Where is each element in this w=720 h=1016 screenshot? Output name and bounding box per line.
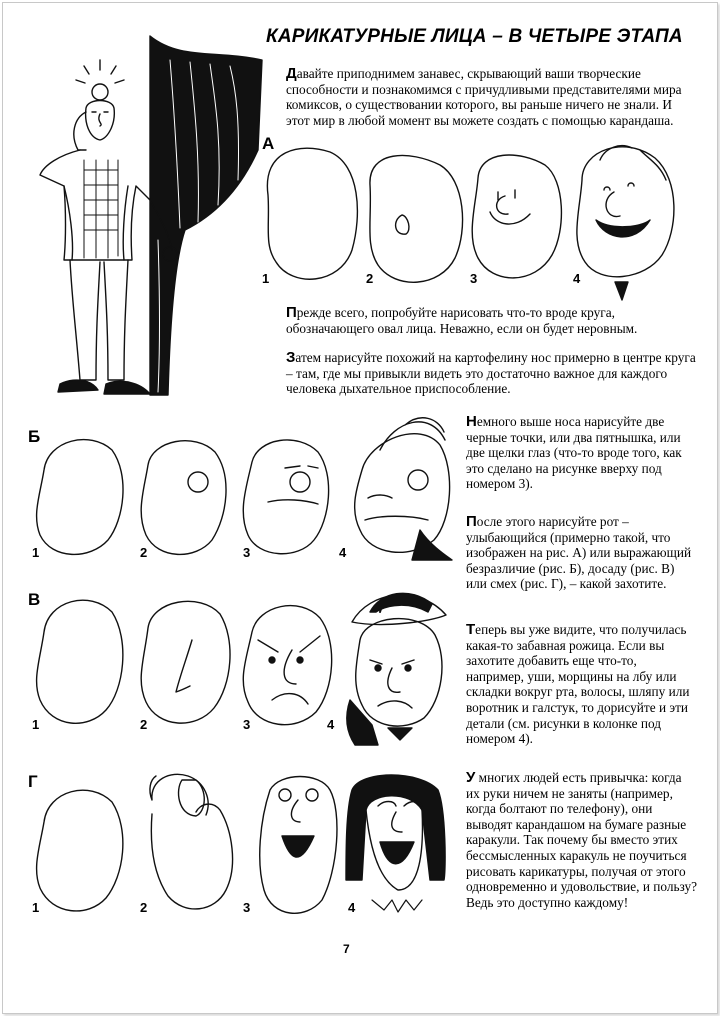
habit-paragraph: У многих людей есть привычка: когда их руки ничем не заняты (например, когда болтают по телефону), они выводят карандашом на бумаге разные каракули. Так почему бы вместо этих бессмысленных каракуль не поучиться рисовать карикатуры, получая от этого одновременно и удовольствие, и пользу? Ведь это доступно каждому! [466,769,698,910]
step-number: 2 [366,271,374,286]
step2-paragraph: Затем нарисуйте похожий на картофелину нос примерно в центре круга – там, где мы привыкли видеть это достаточно важное для каждого человека дыхательное приспособление. [286,349,696,397]
row-label-v: В [28,590,41,609]
step-number: 3 [243,900,251,915]
step-number: 3 [470,271,478,286]
intro-paragraph: Давайте приподнимем занавес, скрывающий ваши творческие способности и познакомимся с причудливыми представителями мира комиксов, о существовании которого, вы раньше ничего не знали. И этот мир в любой момент вы можете создать с помощью карандаша. [286,65,682,128]
face-row-g [37,774,446,913]
step-number: 4 [348,900,356,915]
step-number: 1 [262,271,270,286]
step-number: 4 [327,717,335,732]
row-label-g: Г [28,772,38,791]
step-number: 2 [140,900,148,915]
step-number: 4 [339,545,347,560]
step1-paragraph: Прежде всего, попробуйте нарисовать что-то вроде круга, обозначающего овал лица. Неважно, если он будет неровным. [286,304,638,336]
row-label-a: А [262,134,275,153]
step-number: 3 [243,717,251,732]
row-label-b: Б [28,427,41,446]
step-number: 2 [140,545,148,560]
step-number: 1 [32,717,40,732]
page-title: КАРИКАТУРНЫЕ ЛИЦА – В ЧЕТЫРЕ ЭТАПА [266,26,683,47]
face-row-v [37,593,446,745]
step-number: 1 [32,900,40,915]
face-row-b [37,418,452,560]
step-number: 1 [32,545,40,560]
step-number: 4 [573,271,581,286]
step5-paragraph: Теперь вы уже видите, что получилась какая-то забавная рожица. Если вы захотите добавить еще что-то, например, уши, морщины на лбу или складки вокруг рта, волосы, шляпу или воротник и галстук, то дорисуйте и эти детали (см. рисунки в колонке под номером 4). [466,621,690,747]
face-row-a [267,146,674,300]
step4-paragraph: После этого нарисуйте рот – улыбающийся (примерно такой, что изображен на рис. А) или выражающий безразличие (рис. Б), досаду (рис. В) или смех (рис. Г), – какой захотите. [466,513,692,592]
step-number: 2 [140,717,148,732]
curtain-illustration [150,36,262,395]
page-number: 7 [343,942,350,956]
step-number: 3 [243,545,251,560]
step3-paragraph: Немного выше носа нарисуйте две черные точки, или два пятнышка, или две щелки глаз (что-то вроде того, как это сделано на рисунке вверху под номером 3). [466,413,682,492]
